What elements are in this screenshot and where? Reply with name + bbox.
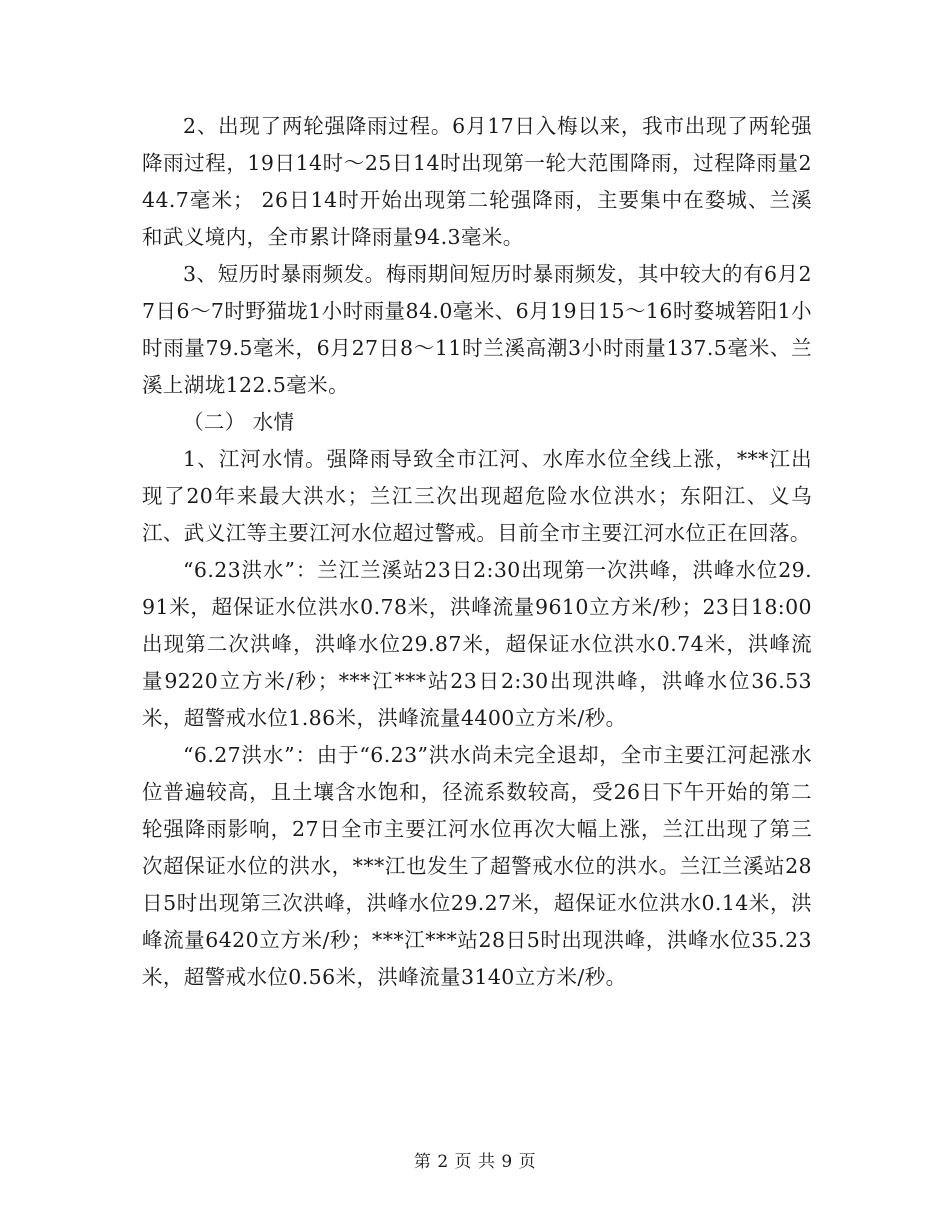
section-heading-water-regime: （二） 水情	[183, 410, 295, 434]
paragraph-flood-6-23: “6.23洪水”：兰江兰溪站23日2:30出现第一次洪峰，洪峰水位29.91米，超保证水位洪水0.78米，洪峰流量9610立方米/秒；23日18:00出现第二次洪峰，洪峰水位29.87米，超保证水位洪水0.74米，洪峰流量9220立方米/秒；***江***站23日2:30出现洪峰，洪峰水位36.53米，超警戒水位1.86米，洪峰流量4400立方米/秒。	[142, 558, 812, 730]
paragraph-heavy-rain-rounds: 2、出现了两轮强降雨过程。6月17日入梅以来，我市出现了两轮强降雨过程，19日14时～25日14时出现第一轮大范围降雨，过程降雨量244.7毫米； 26日14时开始出现第二轮强降雨，主要集中在婺城、兰溪和武义境内，全市累计降雨量94.3毫米。	[142, 114, 812, 249]
paragraph-flood-6-27: “6.27洪水”：由于“6.23”洪水尚未完全退却，全市主要江河起涨水位普遍较高，且土壤含水饱和，径流系数较高，受26日下午开始的第二轮强降雨影响，27日全市主要江河水位再次大幅上涨，兰江出现了第三次超保证水位的洪水，***江也发生了超警戒水位的洪水。兰江兰溪站28日5时出现第三次洪峰，洪峰水位29.27米，超保证水位洪水0.14米，洪峰流量6420立方米/秒；***江***站28日5时出现洪峰，洪峰水位35.23米，超警戒水位0.56米，洪峰流量3140立方米/秒。	[142, 743, 812, 989]
paragraph-river-water-regime: 1、江河水情。强降雨导致全市江河、水库水位全线上涨，***江出现了20年来最大洪水；兰江三次出现超危险水位洪水；东阳江、义乌江、武义江等主要江河水位超过警戒。目前全市主要江河水位正在回落。	[142, 447, 812, 545]
document-body	[142, 108, 812, 996]
page-number-footer: 第 2 页 共 9 页	[413, 1152, 537, 1172]
paragraph-short-duration-rainstorms: 3、短历时暴雨频发。梅雨期间短历时暴雨频发，其中较大的有6月27日6～7时野猫垅1小时雨量84.0毫米、6月19日15～16时婺城箬阳1小时雨量79.5毫米，6月27日8～11时兰溪高潮3小时雨量137.5毫米、兰溪上湖垅122.5毫米。	[142, 262, 812, 397]
